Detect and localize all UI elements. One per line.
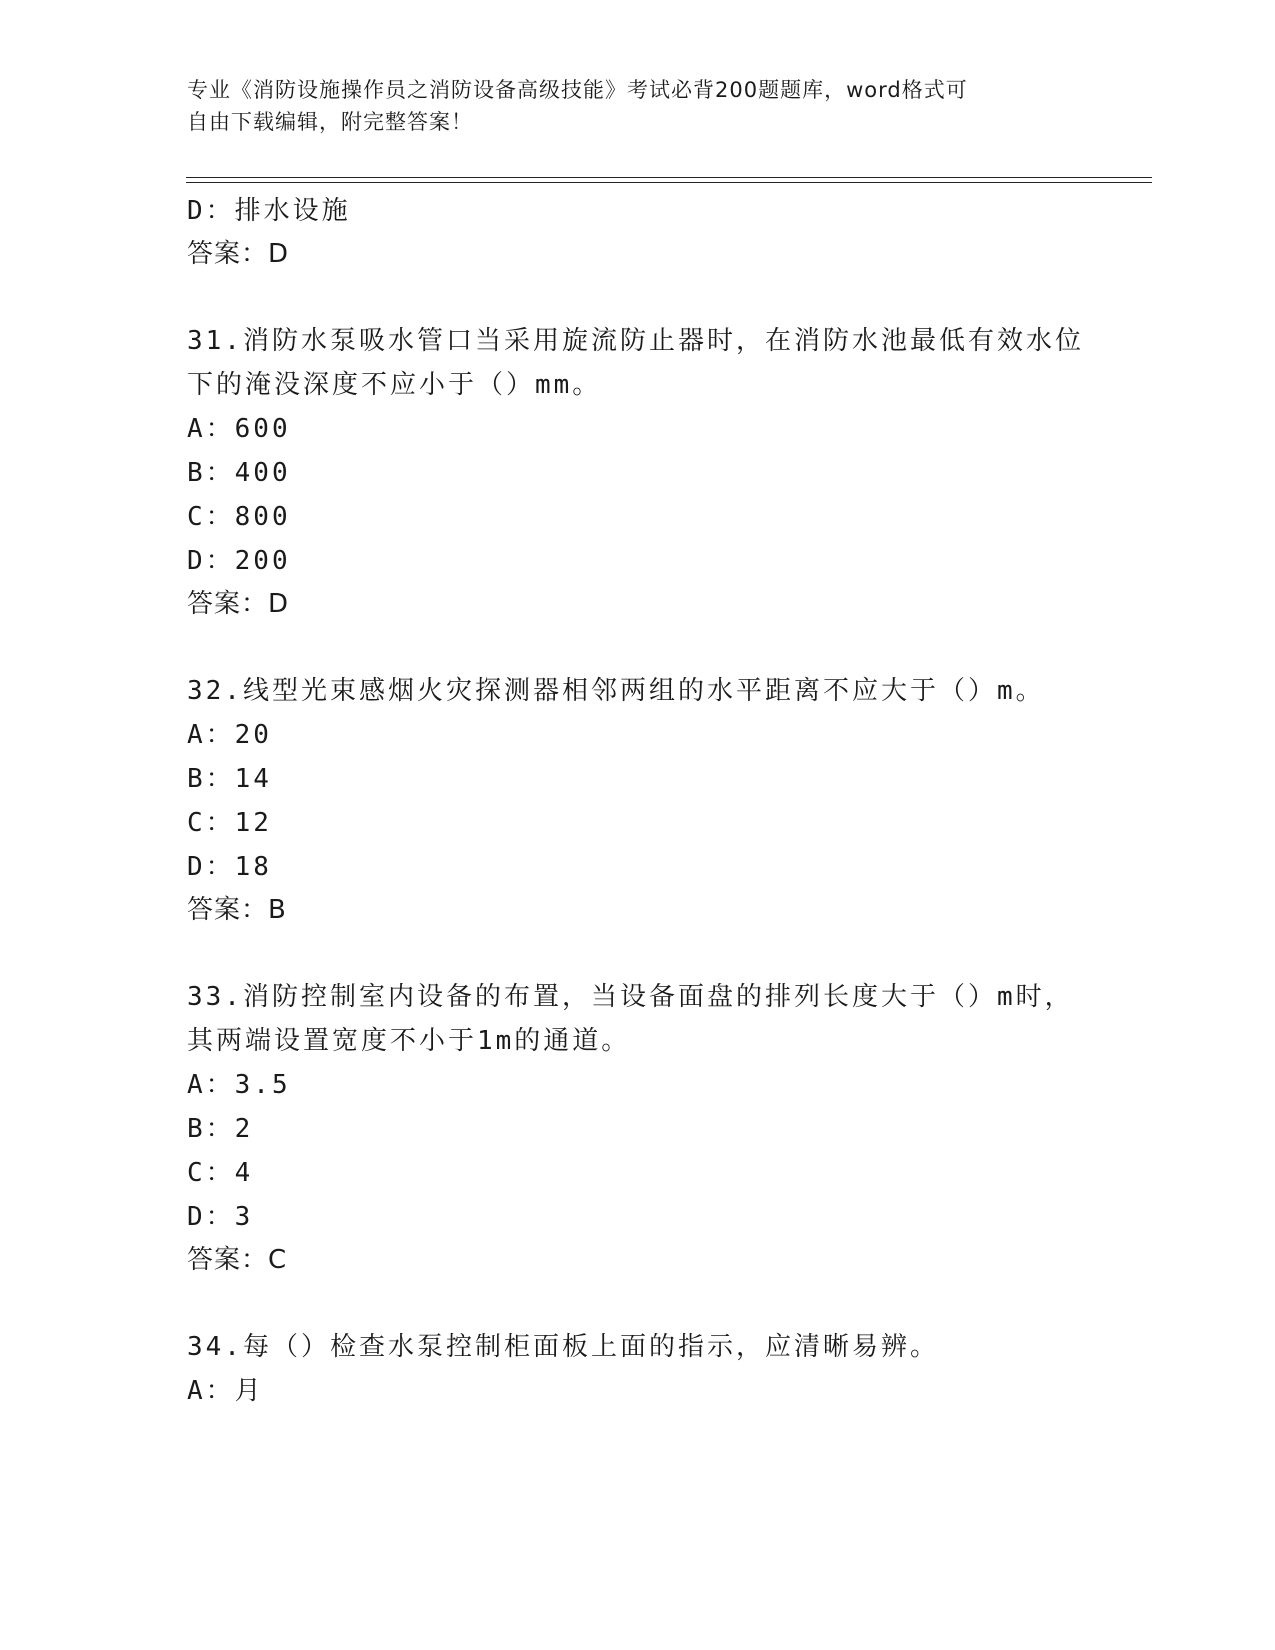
question-34-stem-line-1: 34.每（）检查水泵控制柜面板上面的指示，应清晰易辨。	[187, 1332, 939, 1362]
header-divider-bottom	[186, 182, 1152, 183]
question-32-answer: 答案：B	[187, 895, 287, 925]
question-32-option-a: A：20	[187, 720, 272, 750]
question-33-option-d: D：3	[187, 1202, 254, 1232]
question-31-option-b: B：400	[187, 458, 291, 488]
header-line-2: 自由下载编辑，附完整答案！	[187, 110, 473, 134]
question-31-stem-line-1: 31.消防水泵吸水管口当采用旋流防止器时，在消防水池最低有效水位	[187, 326, 1084, 356]
question-34-option-a: A：月	[187, 1376, 264, 1406]
header-line-1: 专业《消防设施操作员之消防设备高级技能》考试必背200题题库，word格式可	[187, 78, 968, 102]
prev-answer: 答案：D	[187, 239, 290, 269]
question-32-stem-line-1: 32.线型光束感烟火灾探测器相邻两组的水平距离不应大于（）m。	[187, 676, 1045, 706]
question-32-option-d: D：18	[187, 852, 272, 882]
question-31-option-c: C：800	[187, 502, 291, 532]
question-31-option-a: A：600	[187, 414, 291, 444]
question-31-option-d: D：200	[187, 546, 291, 576]
header-divider-top	[186, 177, 1152, 178]
question-31-answer: 答案：D	[187, 589, 290, 619]
question-31-stem-line-2: 下的淹没深度不应小于（）mm。	[187, 370, 602, 400]
question-33-option-a: A：3.5	[187, 1070, 291, 1100]
question-33-stem-line-2: 其两端设置宽度不小于1m的通道。	[187, 1026, 631, 1056]
question-33-option-c: C：4	[187, 1158, 254, 1188]
document-header	[187, 74, 1087, 138]
question-33-stem-line-1: 33.消防控制室内设备的布置，当设备面盘的排列长度大于（）m时，	[187, 982, 1074, 1012]
prev-option-d: D：排水设施	[187, 196, 351, 226]
question-32-option-b: B：14	[187, 764, 272, 794]
question-33-option-b: B：2	[187, 1114, 254, 1144]
question-32-option-c: C：12	[187, 808, 272, 838]
question-33-answer: 答案：C	[187, 1245, 288, 1275]
